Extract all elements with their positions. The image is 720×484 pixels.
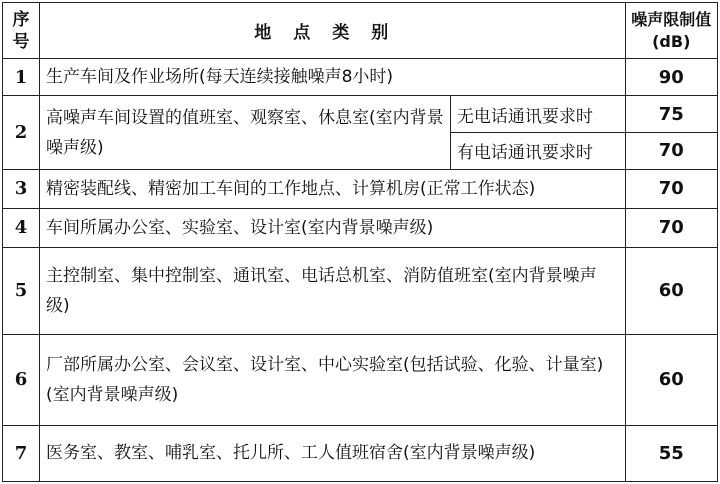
header-limit	[625, 3, 717, 59]
row-number: 6	[3, 334, 40, 425]
row-limit: 60	[625, 247, 717, 334]
row-condition: 无电话通讯要求时	[450, 96, 625, 133]
row-number: 3	[3, 169, 40, 208]
row-limit: 70	[625, 208, 717, 247]
header-limit-line2: (dB)	[652, 31, 691, 51]
header-no-line1: 序	[12, 9, 30, 30]
row-number: 4	[3, 208, 40, 247]
table-row	[3, 208, 718, 247]
row-limit: 55	[625, 425, 717, 481]
table-row	[3, 334, 718, 425]
row-number: 7	[3, 425, 40, 481]
row-limit: 60	[625, 334, 717, 425]
row-place: 生产车间及作业场所(每天连续接触噪声8小时)	[39, 59, 625, 96]
row-place: 精密装配线、精密加工车间的工作地点、计算机房(正常工作状态)	[39, 169, 625, 208]
row-condition: 有电话通讯要求时	[450, 133, 625, 170]
table-row	[3, 96, 718, 133]
row-limit: 70	[625, 169, 717, 208]
header-no	[3, 3, 40, 59]
header-row	[3, 3, 718, 59]
table-row	[3, 169, 718, 208]
row-place: 主控制室、集中控制室、通讯室、电话总机室、消防值班室(室内背景噪声级)	[39, 247, 625, 334]
row-limit: 70	[625, 133, 717, 170]
row-number: 5	[3, 247, 40, 334]
header-place: 地点类别	[39, 3, 625, 59]
table-row	[3, 247, 718, 334]
row-place: 厂部所属办公室、会议室、设计室、中心实验室(包括试验、化验、计量室)(室内背景噪声级)	[39, 334, 625, 425]
header-limit-line1: 噪声限制值	[631, 9, 712, 29]
table-row	[3, 59, 718, 96]
row-place: 医务室、教室、哺乳室、托儿所、工人值班宿舍(室内背景噪声级)	[39, 425, 625, 481]
row-limit: 75	[625, 96, 717, 133]
row-limit: 90	[625, 59, 717, 96]
row-place: 高噪声车间设置的值班室、观察室、休息室(室内背景噪声级)	[39, 96, 450, 170]
row-place: 车间所属办公室、实验室、设计室(室内背景噪声级)	[39, 208, 625, 247]
row-number: 1	[3, 59, 40, 96]
table-row	[3, 425, 718, 481]
noise-limit-table	[2, 2, 718, 482]
header-no-line2: 号	[12, 31, 30, 52]
row-number: 2	[3, 96, 40, 170]
